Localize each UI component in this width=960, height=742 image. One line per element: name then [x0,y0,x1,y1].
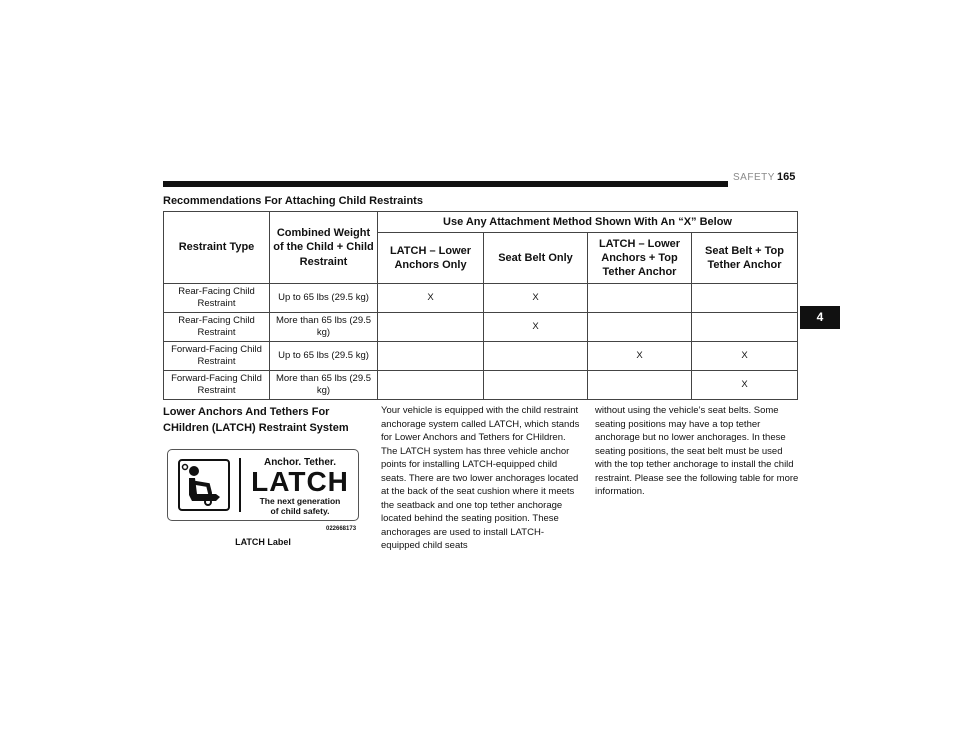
mark-cell: X [692,342,798,371]
table-row [164,342,798,371]
mark-cell [692,284,798,313]
mark-cell [484,342,588,371]
restraint-type-cell: Forward-Facing Child Restraint [164,371,270,400]
restraint-type-cell: Rear-Facing Child Restraint [164,313,270,342]
image-code: 022668173 [326,526,357,532]
mark-cell [588,371,692,400]
mark-cell [378,371,484,400]
table-heading: Recommendations For Attaching Child Restraints [163,195,423,207]
body-text-column-3: without using the vehicle’s seat belts. Some seating positions may have a top tether anchorage but no lower anchorages. In these seating positions, the seat belt must be used with the top tether anchorage to install the child restraint. Please see the following table for more information. [595,405,799,497]
figure-caption: LATCH Label [235,537,291,547]
column-header-seat-belt-top-tether: Seat Belt + Top Tether Anchor [692,233,798,284]
restraint-type-cell: Forward-Facing Child Restraint [164,342,270,371]
mark-cell [484,371,588,400]
weight-cell: Up to 65 lbs (29.5 kg) [270,284,378,313]
page-number: 165 [777,171,796,183]
body-text-column-2: Your vehicle is equipped with the child restraint anchorage system called LATCH, which stands for Lower Anchors and Tethers for CHildren. The LATCH system has three vehicle anchor points for installing LATCH-equipped child seats. There are two lower anchorages located at the back of the seat cushion where it meets the seatback and one top tether anchorage located behind the seating position. These anchorages are used to install LATCH-equipped child seats [381,405,580,551]
weight-cell: More than 65 lbs (29.5 kg) [270,313,378,342]
mark-cell [692,313,798,342]
latch-label-subtitle-1: The next generation [259,496,341,506]
latch-label-tagline: Anchor. Tether. [263,457,337,468]
mark-cell: X [588,342,692,371]
child-seat-icon [178,459,230,511]
column-group-header: Use Any Attachment Method Shown With An “X” Below [378,212,798,233]
mark-cell [588,284,692,313]
mark-cell: X [692,371,798,400]
weight-cell: More than 65 lbs (29.5 kg) [270,371,378,400]
mark-cell: X [484,313,588,342]
column-header-latch-lower: LATCH – Lower Anchors Only [378,233,484,284]
section-tab: 4 [800,306,840,329]
mark-cell: X [378,284,484,313]
table-row [164,284,798,313]
weight-cell: Up to 65 lbs (29.5 kg) [270,342,378,371]
latch-label-image [167,449,359,521]
mark-cell: X [484,284,588,313]
latch-section-heading: Lower Anchors And Tethers For CHildren (LATCH) Restraint System [163,406,349,434]
latch-label-title: LATCH [251,466,349,497]
latch-label-text [242,457,358,516]
column-header-combined-weight: Combined Weight of the Child + Child Restraint [270,212,378,284]
label-divider [239,458,241,512]
table-row [164,313,798,342]
header-rule [163,181,728,187]
mark-cell [378,342,484,371]
child-restraint-table [163,211,798,400]
column-header-latch-top-tether: LATCH – Lower Anchors + Top Tether Anchor [588,233,692,284]
header-section-title: SAFETY [733,172,775,183]
column-header-restraint-type: Restraint Type [164,212,270,284]
mark-cell [588,313,692,342]
table-row [164,371,798,400]
latch-label-subtitle-2: of child safety. [270,506,330,516]
mark-cell [378,313,484,342]
column-header-seat-belt: Seat Belt Only [484,233,588,284]
restraint-type-cell: Rear-Facing Child Restraint [164,284,270,313]
